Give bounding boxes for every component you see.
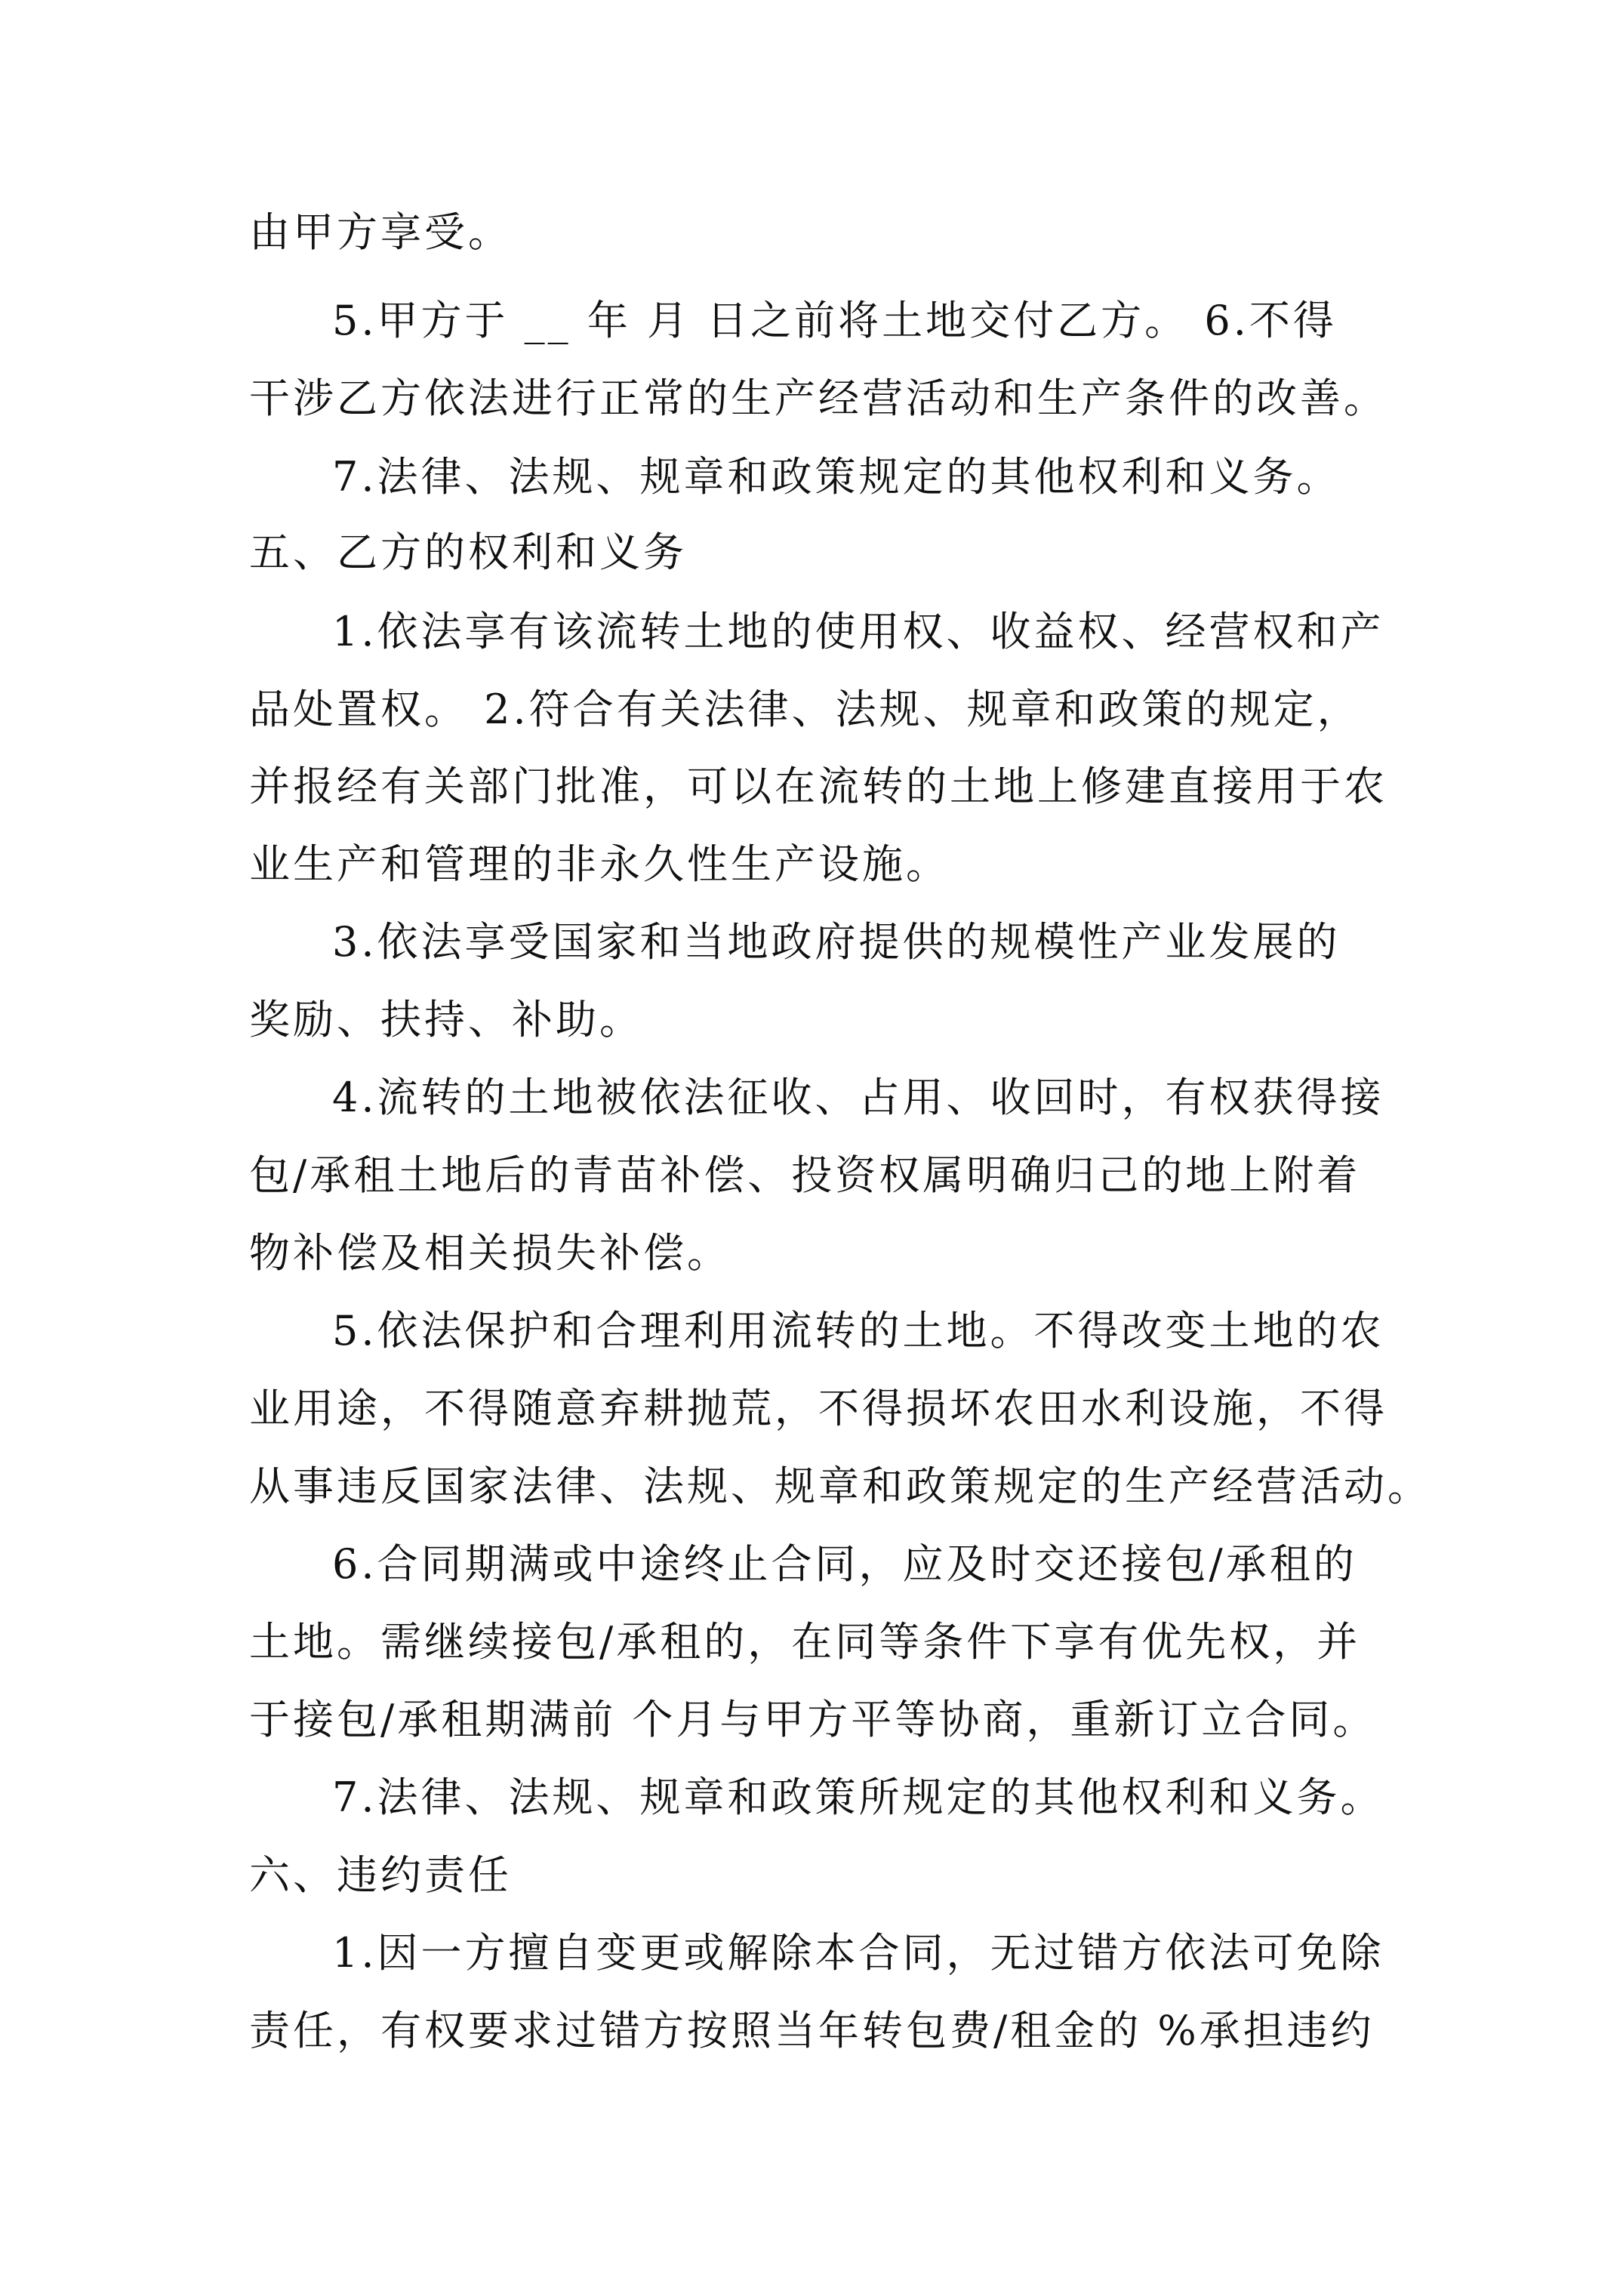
text-line: 6.合同期满或中途终止合同，应及时交还接包/承租的 bbox=[332, 1540, 1357, 1588]
text-line: 土地。需继续接包/承租的，在同等条件下享有优先权，并 bbox=[249, 1618, 1361, 1666]
section-heading: 六、违约责任 bbox=[249, 1851, 512, 1899]
text-line: 业生产和管理的非永久性生产设施。 bbox=[249, 840, 950, 888]
text-line: 5.甲方于 __ 年 月 日之前将土地交付乙方。 6.不得 bbox=[332, 297, 1337, 344]
text-line: 5.依法保护和合理利用流转的土地。不得改变土地的农 bbox=[332, 1307, 1384, 1354]
text-line: 奖励、扶持、补助。 bbox=[249, 996, 643, 1043]
text-line: 由甲方享受。 bbox=[249, 208, 512, 256]
text-line: 并报经有关部门批准，可以在流转的土地上修建直接用于农 bbox=[249, 763, 1387, 810]
text-line: 从事违反国家法律、法规、规章和政策规定的生产经营活动。 bbox=[249, 1462, 1431, 1510]
text-line: 4.流转的土地被依法征收、占用、收回时，有权获得接 bbox=[332, 1074, 1384, 1121]
section-heading: 五、乙方的权利和义务 bbox=[249, 529, 687, 576]
text-line: 包/承租土地后的青苗补偿、投资权属明确归己的地上附着 bbox=[249, 1151, 1361, 1199]
text-line: 7.法律、法规、规章和政策所规定的其他权利和义务。 bbox=[332, 1774, 1384, 1821]
text-line: 干涉乙方依法进行正常的生产经营活动和生产条件的改善。 bbox=[249, 374, 1387, 422]
text-line: 品处置权。 2.符合有关法律、法规、规章和政策的规定， bbox=[249, 686, 1361, 733]
text-line: 7.法律、法规、规章和政策规定的其他权利和义务。 bbox=[332, 453, 1341, 501]
text-line: 于接包/承租期满前 个月与甲方平等协商，重新订立合同。 bbox=[249, 1696, 1377, 1743]
text-line: 业用途，不得随意弃耕抛荒，不得损坏农田水利设施，不得 bbox=[249, 1385, 1387, 1432]
text-line: 物补偿及相关损失补偿。 bbox=[249, 1229, 731, 1277]
text-line: 1.因一方擅自变更或解除本合同，无过错方依法可免除 bbox=[332, 1929, 1384, 1977]
text-line: 3.依法享受国家和当地政府提供的规模性产业发展的 bbox=[332, 918, 1341, 966]
text-line: 责任，有权要求过错方按照当年转包费/租金的 %承担违约 bbox=[249, 2007, 1375, 2054]
text-line: 1.依法享有该流转土地的使用权、收益权、经营权和产 bbox=[332, 608, 1384, 655]
